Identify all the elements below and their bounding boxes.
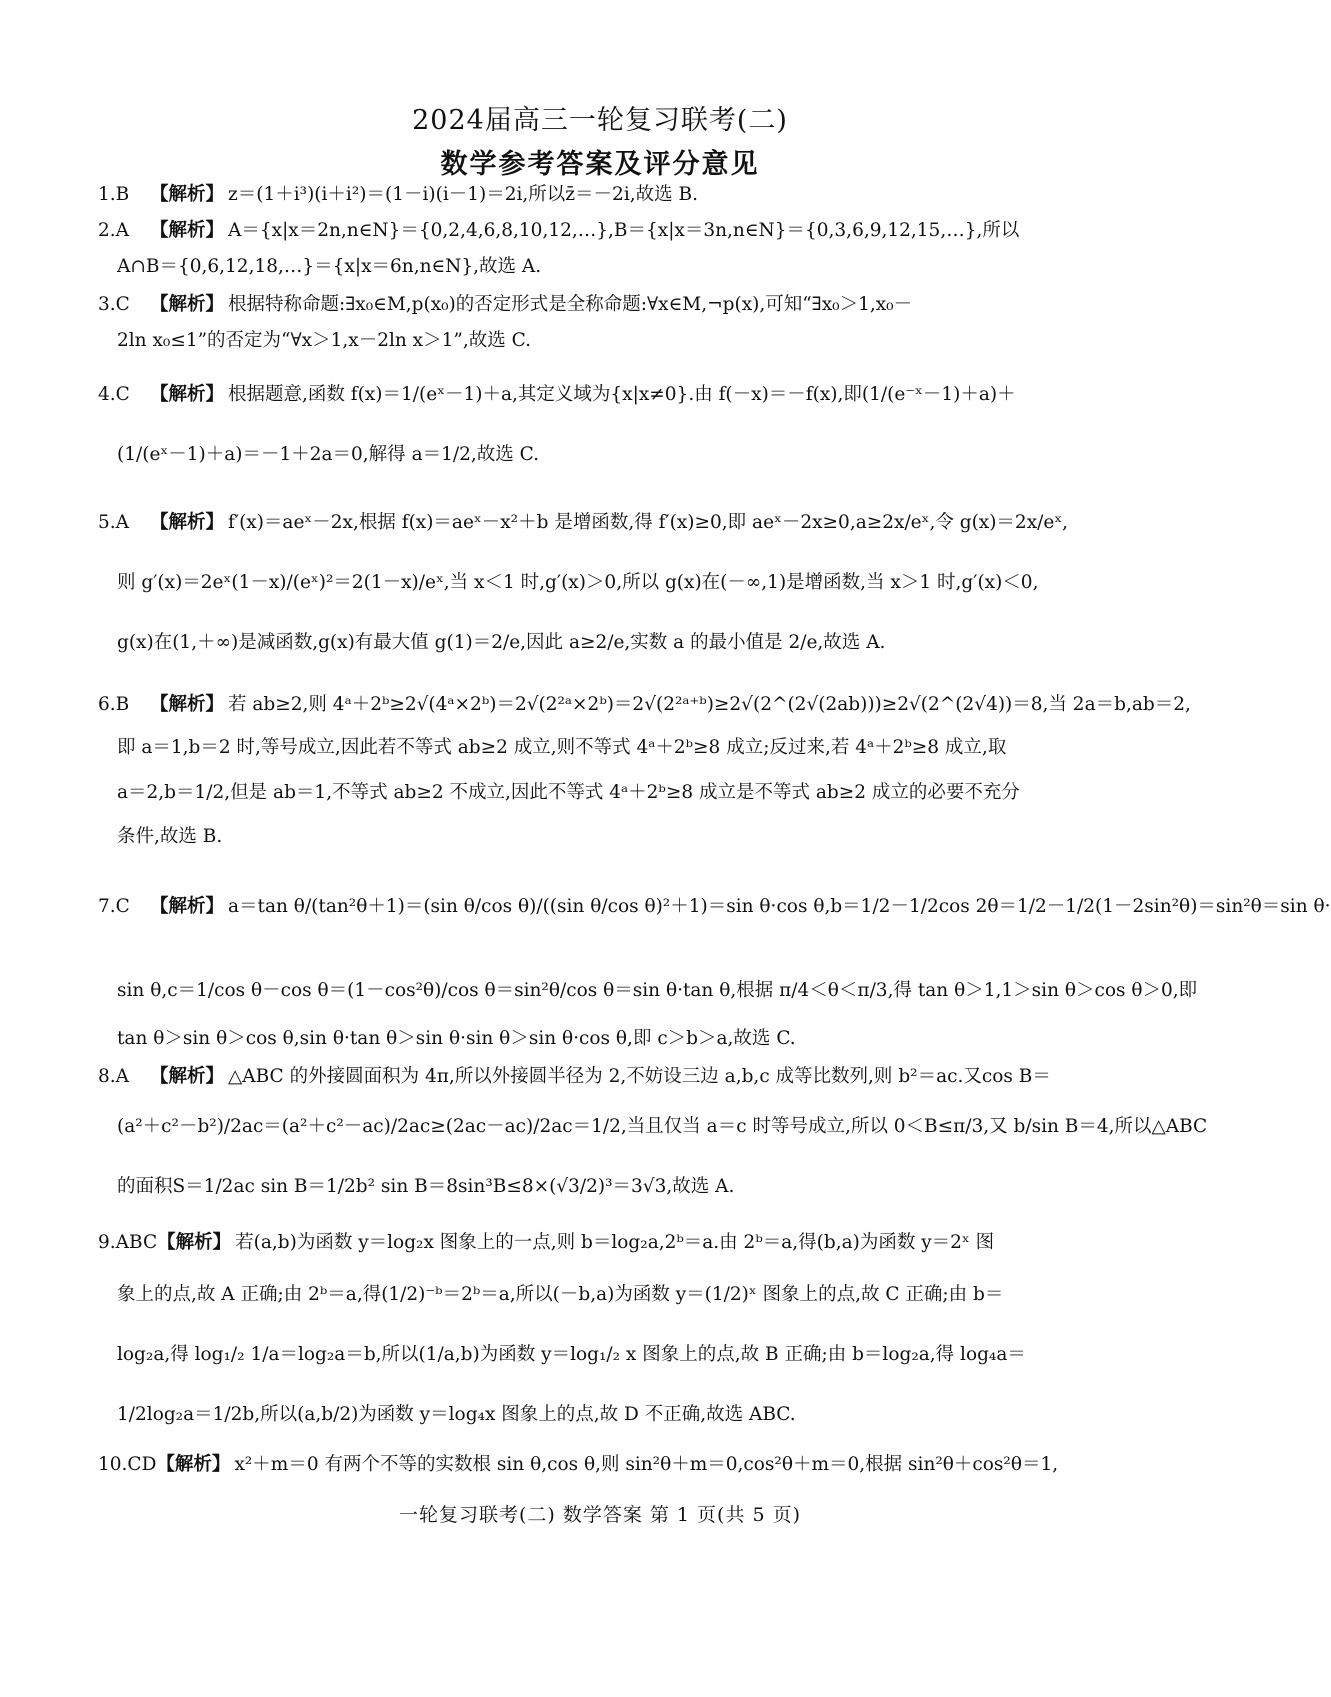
analysis-tag: 【解析】 xyxy=(150,512,225,533)
analysis-tag: 【解析】 xyxy=(150,294,225,315)
answer-6-line-4: 条件,故选 B. xyxy=(117,826,223,847)
answer-9-line-4: 1/2log₂a＝1/2b,所以(a,b/2)为函数 y＝log₄x 图象上的点,故 D 不正确,故选 ABC. xyxy=(117,1404,796,1425)
answer-text: x²＋m＝0 有两个不等的实数根 sin θ,cos θ,则 sin²θ＋m＝0,cos²θ＋m＝0,根据 sin²θ＋cos²θ＝1, xyxy=(234,1454,1059,1475)
answer-number: 4.C xyxy=(98,384,130,405)
answer-3-line-1 xyxy=(98,290,1108,320)
answer-9-line-2: 象上的点,故 A 正确;由 2ᵇ＝a,得(1/2)⁻ᵇ＝2ᵇ＝a,所以(－b,a)为函数 y＝(1/2)ˣ 图象上的点,故 C 正确;由 b＝ xyxy=(117,1284,1004,1305)
answer-number: 6.B xyxy=(98,694,130,715)
answer-text: A＝{x|x＝2n,n∈N}＝{0,2,4,6,8,10,12,…},B＝{x|x＝3n,n∈N}＝{0,3,6,9,12,15,…},所以 xyxy=(228,220,1020,241)
answer-text: z＝(1＋i³)(i＋i²)＝(1－i)(i－1)＝2i,所以z̄＝－2i,故选 B. xyxy=(228,184,698,205)
answer-1-line-1 xyxy=(98,180,1108,210)
answer-number: 1.B xyxy=(98,184,130,205)
page-title: 2024届高三一轮复习联考(二) xyxy=(412,105,788,136)
answer-text: f′(x)＝aeˣ－2x,根据 f(x)＝aeˣ－x²＋b 是增函数,得 f′(x)≥0,即 aeˣ－2x≥0,a≥2x/eˣ,令 g(x)＝2x/eˣ, xyxy=(228,512,1069,533)
answer-text: 若 ab≥2,则 4ᵃ＋2ᵇ≥2√(4ᵃ×2ᵇ)＝2√(2²ᵃ×2ᵇ)＝2√(2²ᵃ⁺ᵇ)≥2√(2^(2√(2ab)))≥2√(2^(2√4))＝8,当 2a＝b,ab＝2, xyxy=(228,694,1191,715)
page-subtitle: 数学参考答案及评分意见 xyxy=(440,149,760,180)
answer-7-line-3: tan θ＞sin θ＞cos θ,sin θ·tan θ＞sin θ·sin θ＞sin θ·cos θ,即 c＞b＞a,故选 C. xyxy=(117,1028,796,1049)
analysis-tag: 【解析】 xyxy=(150,694,225,715)
answer-9-line-1 xyxy=(98,1228,1108,1258)
answer-number: 9.ABC xyxy=(98,1232,158,1253)
answer-number: 2.A xyxy=(98,220,130,241)
answer-text: 根据特称命题:∃x₀∈M,p(x₀)的否定形式是全称命题:∀x∈M,¬p(x),可知“∃x₀＞1,x₀－ xyxy=(228,294,913,315)
answer-10-line-1 xyxy=(98,1450,1108,1480)
answer-5-line-1 xyxy=(98,508,1108,538)
answer-text: 若(a,b)为函数 y＝log₂x 图象上的一点,则 b＝log₂a,2ᵇ＝a.由 2ᵇ＝a,得(b,a)为函数 y＝2ˣ 图 xyxy=(235,1232,995,1253)
answer-7-line-1 xyxy=(98,892,1331,922)
answer-number: 7.C xyxy=(98,896,130,917)
answer-6-line-2: 即 a＝1,b＝2 时,等号成立,因此若不等式 ab≥2 成立,则不等式 4ᵃ＋2ᵇ≥8 成立;反过来,若 4ᵃ＋2ᵇ≥8 成立,取 xyxy=(117,737,1007,758)
answer-number: 10.CD xyxy=(98,1454,157,1475)
analysis-tag: 【解析】 xyxy=(150,220,225,241)
answer-number: 3.C xyxy=(98,294,130,315)
answer-6-line-1 xyxy=(98,690,1191,720)
analysis-tag: 【解析】 xyxy=(150,1066,225,1087)
answer-number: 5.A xyxy=(98,512,130,533)
answer-2-line-1 xyxy=(98,216,1108,246)
answer-5-line-2: 则 g′(x)＝2eˣ(1－x)/(eˣ)²＝2(1－x)/eˣ,当 x＜1 时,g′(x)＞0,所以 g(x)在(－∞,1)是增函数,当 x＞1 时,g′(x)＜0, xyxy=(117,572,1039,593)
analysis-tag: 【解析】 xyxy=(150,384,225,405)
answer-4-line-2: (1/(eˣ－1)＋a)＝－1＋2a＝0,解得 a＝1/2,故选 C. xyxy=(117,444,540,465)
answer-5-line-3: g(x)在(1,＋∞)是减函数,g(x)有最大值 g(1)＝2/e,因此 a≥2/e,实数 a 的最小值是 2/e,故选 A. xyxy=(117,632,886,653)
answer-7-line-2: sin θ,c＝1/cos θ－cos θ＝(1－cos²θ)/cos θ＝sin²θ/cos θ＝sin θ·tan θ,根据 π/4＜θ＜π/3,得 tan θ＞1,1＞sin θ＞cos θ＞0,即 xyxy=(117,980,1198,1001)
answer-2-line-2: A∩B＝{0,6,12,18,…}＝{x|x＝6n,n∈N},故选 A. xyxy=(117,256,542,277)
analysis-tag: 【解析】 xyxy=(156,1454,231,1475)
answer-4-line-1 xyxy=(98,380,1108,410)
answer-text: △ABC 的外接圆面积为 4π,所以外接圆半径为 2,不妨设三边 a,b,c 成等比数列,则 b²＝ac.又cos B＝ xyxy=(228,1066,1051,1087)
answer-3-line-2: 2ln x₀≤1”的否定为“∀x＞1,x－2ln x＞1”,故选 C. xyxy=(117,330,531,351)
answer-text: a＝tan θ/(tan²θ＋1)＝(sin θ/cos θ)/((sin θ/cos θ)²＋1)＝sin θ·cos θ,b＝1/2－1/2cos 2θ＝1/2－1/2(1－2sin²θ)＝sin²θ＝sin θ· xyxy=(228,896,1331,917)
answer-8-line-3: 的面积S＝1/2ac sin B＝1/2b² sin B＝8sin³B≤8×(√3/2)³＝3√3,故选 A. xyxy=(117,1176,735,1197)
answer-8-line-2: (a²＋c²－b²)/2ac＝(a²＋c²－ac)/2ac≥(2ac－ac)/2ac＝1/2,当且仅当 a＝c 时等号成立,所以 0＜B≤π/3,又 b/sin B＝4,所以△ABC xyxy=(117,1116,1208,1137)
answer-9-line-3: log₂a,得 log₁/₂ 1/a＝log₂a＝b,所以(1/a,b)为函数 y＝log₁/₂ x 图象上的点,故 B 正确;由 b＝log₂a,得 log₄a＝ xyxy=(117,1344,1026,1365)
page-footer: 一轮复习联考(二) 数学答案 第 1 页(共 5 页) xyxy=(398,1504,802,1526)
answer-number: 8.A xyxy=(98,1066,130,1087)
analysis-tag: 【解析】 xyxy=(150,896,225,917)
analysis-tag: 【解析】 xyxy=(157,1232,232,1253)
answer-text: 根据题意,函数 f(x)＝1/(eˣ－1)＋a,其定义域为{x|x≠0}.由 f(－x)＝－f(x),即(1/(e⁻ˣ－1)＋a)＋ xyxy=(228,384,1016,405)
analysis-tag: 【解析】 xyxy=(150,184,225,205)
answer-6-line-3: a＝2,b＝1/2,但是 ab＝1,不等式 ab≥2 不成立,因此不等式 4ᵃ＋2ᵇ≥8 成立是不等式 ab≥2 成立的必要不充分 xyxy=(117,782,1020,803)
answer-8-line-1 xyxy=(98,1062,1108,1092)
